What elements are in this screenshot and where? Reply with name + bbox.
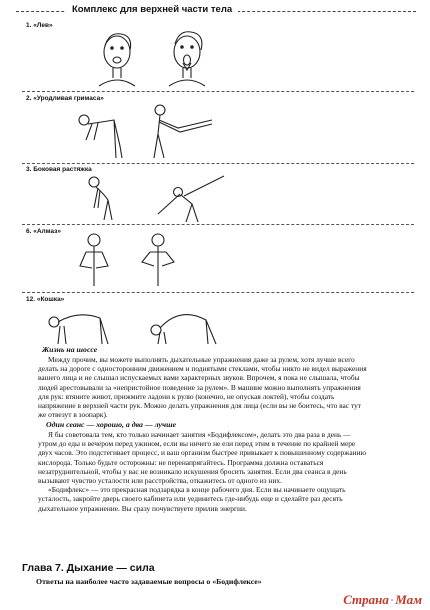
text-line: для рук: втяните живот, прижмите ладони к рулю (конечно, не опуская локтей), чтобы создать: [38, 391, 335, 401]
text-line: вашего лица и не слышал испускаемых вами характерных звуков. Впрочем, я пока не слышала, чтобы: [38, 373, 360, 383]
watermark-part2: Мам: [395, 592, 422, 607]
exercise-label-cat: 12. «Кошка»: [26, 296, 65, 303]
exercise-label-side-stretch: 3. Боковая растяжка: [26, 166, 92, 173]
exercise-label-lion: 1. «Лев»: [26, 22, 53, 29]
cat-illustration: [38, 300, 238, 346]
text-line: напряжение в верхней части рук. Можно делать упражнения для лица (если вы не боитесь, что вас тут: [38, 401, 361, 411]
text-line: Я бы советовала тем, кто только начинает занятия «Бодифлексом», делать это два раза в день —: [48, 430, 351, 439]
text-line: усталость, закройте дверь своего кабинета или уединитесь где-нибудь еще и сделайте раз десять: [38, 494, 343, 504]
divider: [22, 91, 414, 92]
text-line: «Бодифлекс» — это прекрасная подзарядка в конце рабочего дня. Если вы начинаете ощущать: [48, 485, 346, 495]
section-header: [16, 4, 416, 20]
text-line: делать на дороге с односторонним движением и поднятыми стеклами, чтобы никто не видел выражения: [38, 364, 367, 374]
watermark-separator: ·: [389, 592, 395, 607]
text-line: двух часов. Это подстегивает процесс, и ваш организм быстрее привыкает к повышенному содержанию: [38, 448, 367, 458]
exercise-label-grimace: 2. «Уродливая гримаса»: [26, 95, 104, 102]
divider: [22, 224, 414, 225]
text-line: же отвезут в зоопарк).: [38, 410, 108, 420]
faq-heading: Ответы на наиболее часто задаваемые вопросы о «Бодифлексе»: [36, 577, 262, 586]
lion-illustration: [95, 28, 225, 88]
exercise-label-diamond: 6. «Алмаз»: [26, 228, 61, 235]
grimace-illustration: [62, 100, 232, 160]
text-line: утром до еды и вечером перед ужином, если вы ничего не ели перед этим в течение по крайней мере: [38, 439, 356, 449]
section-title: Комплекс для верхней части тела: [66, 4, 238, 15]
text-line: незатруднительной, чтобы у вас не возникало искушения бросить занятия. Если два сеанса в день: [38, 466, 347, 476]
watermark-part1: Страна: [343, 592, 389, 607]
text-line: кислорода. Только будьте осторожны: не перенапрягайтесь. Программа должна оставаться: [38, 457, 324, 467]
paragraph-highway: [38, 355, 408, 419]
divider: [22, 163, 414, 164]
subheading-sessions: Один сеанс — хорошо, а два — лучше: [46, 420, 177, 429]
chapter-title: Глава 7. Дыхание — сила: [22, 562, 155, 574]
paragraph-sessions: [38, 430, 408, 513]
text-line: Между прочим, вы можете выполнять дыхательные упражнения даже за рулем, хотя лучше всего: [48, 355, 355, 364]
divider: [22, 292, 414, 293]
diamond-illustration: [72, 230, 182, 288]
text-line: дыхательное упражнение. Вы сразу почувствуете прилив энергии.: [38, 503, 247, 513]
side-stretch-illustration: [74, 170, 244, 222]
watermark-logo: [343, 592, 422, 608]
text-line: людей арестовывали за «непристойное поведение за рулем». В машине можно выполнять упражнения: [38, 382, 361, 392]
text-line: вызывают чувство усталости или расстройства, откажитесь от одного из них.: [38, 476, 282, 486]
subheading-highway: Жизнь на шоссе: [42, 345, 98, 354]
